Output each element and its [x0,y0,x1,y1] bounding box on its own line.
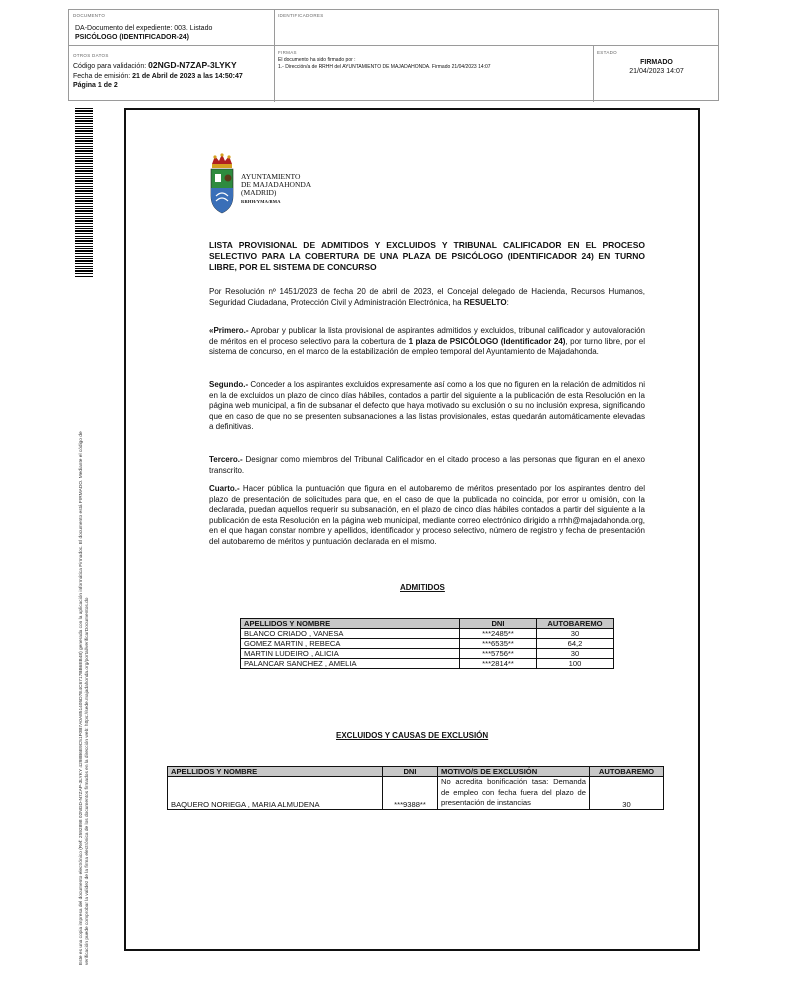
side-text-line1: Este es una copia impresa del documento electrónico (Ref: 2592898 02NGD-N7ZAP-3LYKY 4298B6E9C51F0B7A0A851405D7E4C6717BB6EB48) generada con la aplicación informática Firmadoc. El documento está FIRMADO. Mediante el código de [79,431,84,965]
cuarto-paragraph [209,484,645,548]
column-header: AUTOBAREMO [537,619,614,629]
cell-name: PALANCAR SANCHEZ , AMELIA [241,659,460,669]
cell-autobaremo: 30 [537,649,614,659]
column-header: DNI [383,767,438,777]
intro-end: : [506,297,509,307]
cell-dni: ***2814** [460,659,537,669]
org-line1: AYUNTAMIENTO [241,172,301,181]
estado-date: 21/04/2023 14:07 [629,68,684,75]
table-row [241,629,614,639]
cell-motivo: No acredita bonificación tasa: Demanda de empleo con fecha fuera del plazo de presentación de instancias [438,777,590,810]
identificadores-label: IDENTIFICADORES [278,13,324,18]
organization-block [241,173,311,206]
primero-paragraph [209,326,645,358]
otros-datos-label: OTROS DATOS [73,53,109,58]
validation-code-prefix: Código para validación: [73,63,147,70]
cell-name: BAQUERO NORIEGA , MARIA ALMUDENA [168,777,383,810]
barcode-image [75,108,93,278]
table-header-row [241,619,614,629]
primero-head: «Primero.- [209,326,249,335]
table-row [241,659,614,669]
cell-autobaremo: 64,2 [537,639,614,649]
segundo-head: Segundo.- [209,380,249,389]
document-title: LISTA PROVISIONAL DE ADMITIDOS Y EXCLUIDOS Y TRIBUNAL CALIFICADOR EN EL PROCESO SELECTIVO PARA LA COBERTURA DE UNA PLAZA DE PSICÓLOGO (IDENTIFICADOR 24) EN TURNO LIBRE, POR EL SISTEMA DE CONCURSO [209,240,645,272]
documento-label: DOCUMENTO [73,13,106,18]
cell-dni: ***5756** [460,649,537,659]
column-header: DNI [460,619,537,629]
column-header: MOTIVO/S DE EXCLUSIÓN [438,767,590,777]
cell-dni: ***9388** [383,777,438,810]
table-row [241,639,614,649]
table-header-row [168,767,664,777]
cuarto-head: Cuarto.- [209,484,240,493]
cell-dni: ***6535** [460,639,537,649]
tercero-paragraph [209,455,645,476]
validation-code[interactable]: 02NGD-N7ZAP-3LYKY [148,60,237,70]
segundo-paragraph [209,380,645,433]
estado-value: FIRMADO [640,59,673,66]
segundo-text: Conceder a los aspirantes excluidos expresamente así como a los que no figuren en la relación de admitidos ni en la de excluidos un plazo de cinco días hábiles, contados a partir del siguiente a la publicación de esta Resolución en la página web municipal, a fin de subsanar el defecto que haya motivado su exclusión o su no inclusión expresa, significando que en caso de que no se presenten subsanaciones a las listas provisionales, estas quedarán automáticamente elevadas a definitivas. [209,380,645,432]
intro-bold: RESUELTO [463,297,507,307]
org-ref: RRHH/YMA/BMA [241,198,281,204]
intro-paragraph [209,287,645,308]
column-header: AUTOBAREMO [590,767,664,777]
primero-bold: 1 plaza de PSICÓLOGO (Identificador 24) [408,336,566,346]
cell-name: GOMEZ MARTIN , REBECA [241,639,460,649]
table-row [168,777,664,810]
org-line2: DE MAJADAHONDA [241,180,312,190]
cell-dni: ***2485** [460,629,537,639]
intro-text: Por Resolución nº 1451/2023 de fecha 20 de abril de 2023, el Concejal delegado de Hacienda, Recursos Humanos, Seguridad Ciudadana, Protección Civil y Administración Electrónica, ha [209,287,645,307]
estado-label: ESTADO [597,50,617,55]
validation-code-line [73,61,237,71]
cell-name: MARTIN LUDEIRO , ALICIA [241,649,460,659]
side-text-line2: verificación puede comprobar la validez de la firma electrónica de los documentos firmados en la dirección web: https://sede.majadahonda.org/portal/verificarDocumentos.do [85,597,90,965]
cuarto-text: Hacer pública la puntuación que figura en el autobaremo de méritos presentado por los aspirantes dentro del plazo de presentación de solicitudes para que, en el caso de que la publicada no coincida, por error u omisión, con la declarada, puedan aquellos requerir su subsanación, en el plazo de cinco días hábiles contados a partir del siguiente a la publicación de esta Resolución en la página web municipal, mediante correo electrónico dirigido a rrhh@majadahonda.org, en el que hagan constar nombre y apellidos, identificador y proceso selectivo, número de registro y fecha de presentación del autobaremo de méritos y puntuación declarada en el mismo. [209,484,645,546]
coat-of-arms-icon [206,152,238,214]
document-header [68,9,719,101]
verification-side-text [79,285,91,965]
excluidos-table [167,766,664,810]
tercero-text: Designar como miembros del Tribunal Calificador en el citado proceso a las personas que figuran en el anexo transcrito. [209,455,645,475]
issue-date-line [73,72,243,81]
admitidos-heading: ADMITIDOS [400,583,445,592]
header-divider [274,45,275,102]
cell-name: BLANCO CRIADO , VANESA [241,629,460,639]
org-line3: (MADRID) [241,188,277,198]
primero-text1: Aprobar y publicar la lista provisional de aspirantes admitidos y excluidos, tribunal calificador y autovaloración de méritos en el proceso selectivo para la cobertura de [209,326,645,346]
firmas-label: FIRMAS [278,50,297,55]
cell-autobaremo: 30 [590,777,664,810]
column-header: APELLIDOS Y NOMBRE [241,619,460,629]
primero-text2: , por turno libre, por el sistema de concurso, en el marco de la estabilización de empleo temporal del Ayuntamiento de Majadahonda. [209,336,646,357]
documento-line2: PSICÓLOGO (IDENTIFICADOR-24) [75,34,189,41]
cell-autobaremo: 100 [537,659,614,669]
header-divider [69,45,718,46]
header-divider [274,10,275,45]
cell-autobaremo: 30 [537,629,614,639]
issue-date: 21 de Abril de 2023 a las 14:50:47 [132,73,243,80]
firmas-line2: 1.- Dirección/a de RRHH del AYUNTAMIENTO DE MAJADAHONDA. Firmado 21/04/2023 14:07 [278,64,491,70]
column-header: APELLIDOS Y NOMBRE [168,767,383,777]
table-row [241,649,614,659]
issue-date-prefix: Fecha de emisión: [73,73,131,80]
firmas-line1: El documento ha sido firmado por : [278,57,356,63]
excluidos-heading: EXCLUIDOS Y CAUSAS DE EXCLUSIÓN [336,731,489,740]
tercero-head: Tercero.- [209,455,243,464]
page-number: Página 1 de 2 [73,82,118,89]
documento-line1: DA-Documento del expediente: 003. Listado [75,25,213,32]
admitidos-table [240,618,614,669]
